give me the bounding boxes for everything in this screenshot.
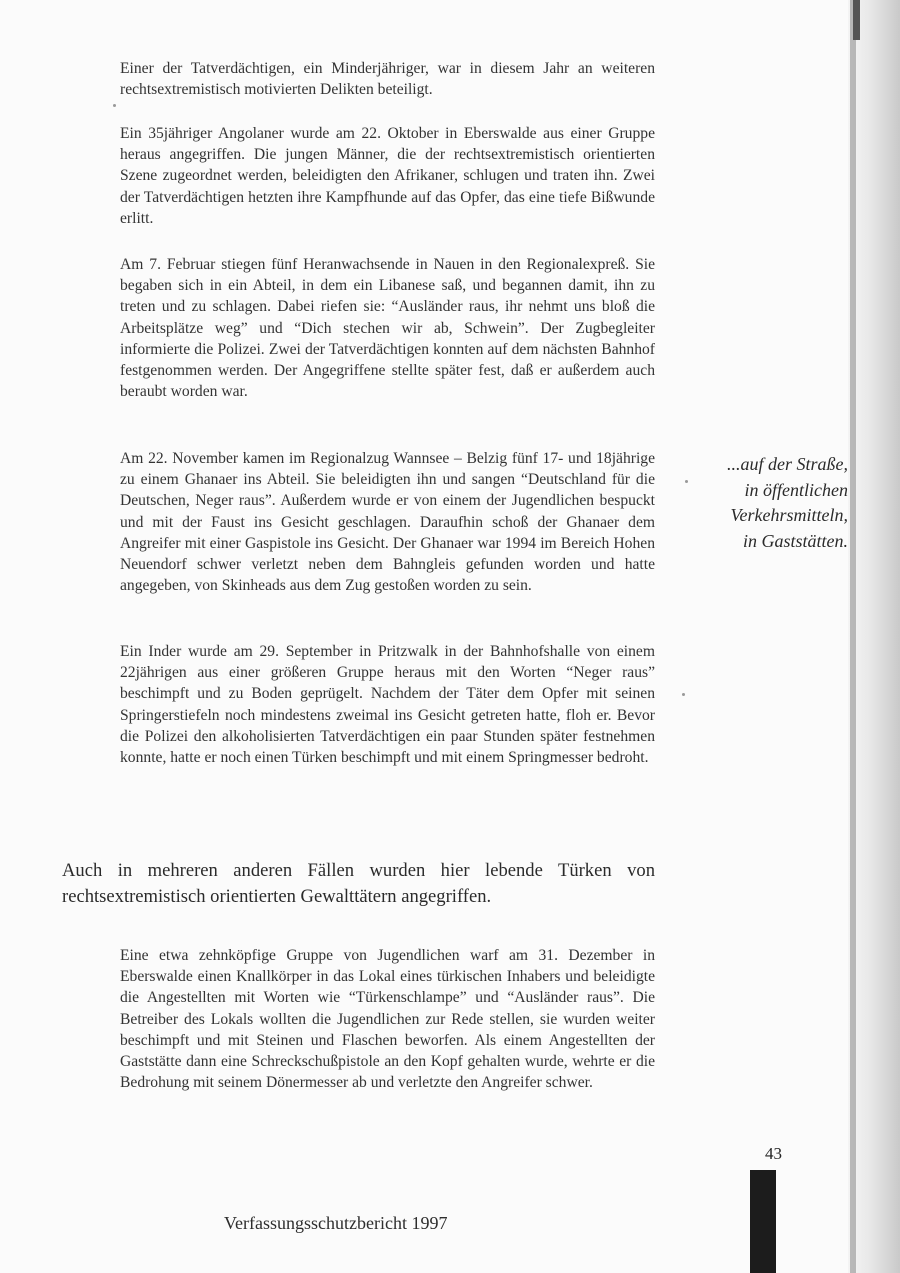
margin-note-line: Verkehrsmitteln, [730, 505, 848, 525]
paragraph-angolan-attack: Ein 35jähriger Angolaner wurde am 22. Oktober in Eberswalde aus einer Gruppe heraus angegriffen. Die jungen Männer, die der rechtsextremistisch orientierten Szene zugeordnet werden, beleidigten den Afrikaner, schlugen und traten ihn. Zwei der Tatverdächtigen hetzten ihre Kampfhunde auf das Opfer, das eine tiefe Bißwunde erlitt. [120, 125, 655, 227]
paragraph-ghanaian-attack: Am 22. November kamen im Regionalzug Wannsee – Belzig fünf 17- und 18jährige zu einem Ghanaer ins Abteil. Sie beleidigten ihn und sangen “Deutschland für die Deutschen, Neger raus”. Außerdem wurde er von einem der Jugendlichen bespuckt und mit der Faust ins Gesicht geschlagen. Daraufhin schoß der Ghanaer dem Angreifer mit einer Gaspistole ins Gesicht. Der Ghanaer war 1994 im Bereich Hohen Neuendorf schwer verletzt neben dem Bahngleis gefunden worden und hatte angegeben, von Skinheads aus dem Zug gestoßen worden zu sein. [120, 450, 655, 595]
scan-speck [113, 104, 116, 107]
thumb-index-tab [750, 1170, 776, 1273]
paragraph-minor-suspect: Einer der Tatverdächtigen, ein Minderjähriger, war in diesem Jahr an weiteren rechtsextremistisch motivierten Delikten beteiligt. [120, 60, 655, 99]
paragraph-indian-attack: Ein Inder wurde am 29. September in Pritzwalk in der Bahnhofshalle von einem 22jährigen aus einer größeren Gruppe heraus mit den Worten “Neger raus” beschimpft und zu Boden geprügelt. Nachdem der Täter dem Opfer mit seinen Springerstiefeln noch mindestens zweimal ins Gesicht getreten hatte, floh er. Bevor die Polizei den alkoholisierten Tatverdächtigen ein paar Stunden später festnehmen konnte, hatte er noch einen Türken beschimpft und mit einem Springmesser bedroht. [120, 643, 655, 767]
page-number: 43 [765, 1144, 782, 1163]
margin-note [672, 452, 848, 554]
margin-note-line: ...auf der Straße, [727, 454, 848, 474]
scan-speck [682, 693, 685, 696]
margin-note-line: in Gaststätten. [742, 530, 848, 551]
scan-edge-top-mark [853, 0, 860, 40]
scan-speck [685, 480, 688, 483]
margin-note-line: in öffentlichen [744, 479, 848, 500]
footer-title: Verfassungsschutzbericht 1997 [224, 1213, 448, 1233]
section-intro-text: Auch in mehreren anderen Fällen wurden hier lebende Türken von rechtsextremistisch orientierten Gewalttätern angegriffen. [62, 860, 655, 907]
paragraph-lebanese-attack: Am 7. Februar stiegen fünf Heranwachsende in Nauen in den Regionalexpreß. Sie begaben sich in ein Abteil, in dem ein Libanese saß, und begannen damit, ihn zu treten und zu schlagen. Dabei riefen sie: “Ausländer raus, ihr nehmt uns bloß die Arbeitsplätze weg” und “Dich stechen wir ab, Schwein”. Der Zugbegleiter informierte die Polizei. Zwei der Tatverdächtigen konnten auf dem nächsten Bahnhof festgenommen werden. Der Angegriffene stellte später fest, daß er außerdem auch beraubt worden war. [120, 256, 655, 401]
paragraph-restaurant-attack: Eine etwa zehnköpfige Gruppe von Jugendlichen warf am 31. Dezember in Eberswalde einen Knallkörper in das Lokal eines türkischen Inhabers und beleidigte die Angestellten mit Worten wie “Türkenschlampe” und “Ausländer raus”. Die Betreiber des Lokals wollten die Jugendlichen zur Rede stellen, sie wurden weiter beschimpft und mit Steinen und Flaschen beworfen. Als einem Angestellten der Gaststätte dann eine Schreckschußpistole an den Kopf gehalten wurde, wehrte er die Bedrohung mit seinem Dönermesser ab und verletzte den Angreifer schwer. [120, 947, 655, 1092]
scan-edge-line [850, 0, 856, 1273]
